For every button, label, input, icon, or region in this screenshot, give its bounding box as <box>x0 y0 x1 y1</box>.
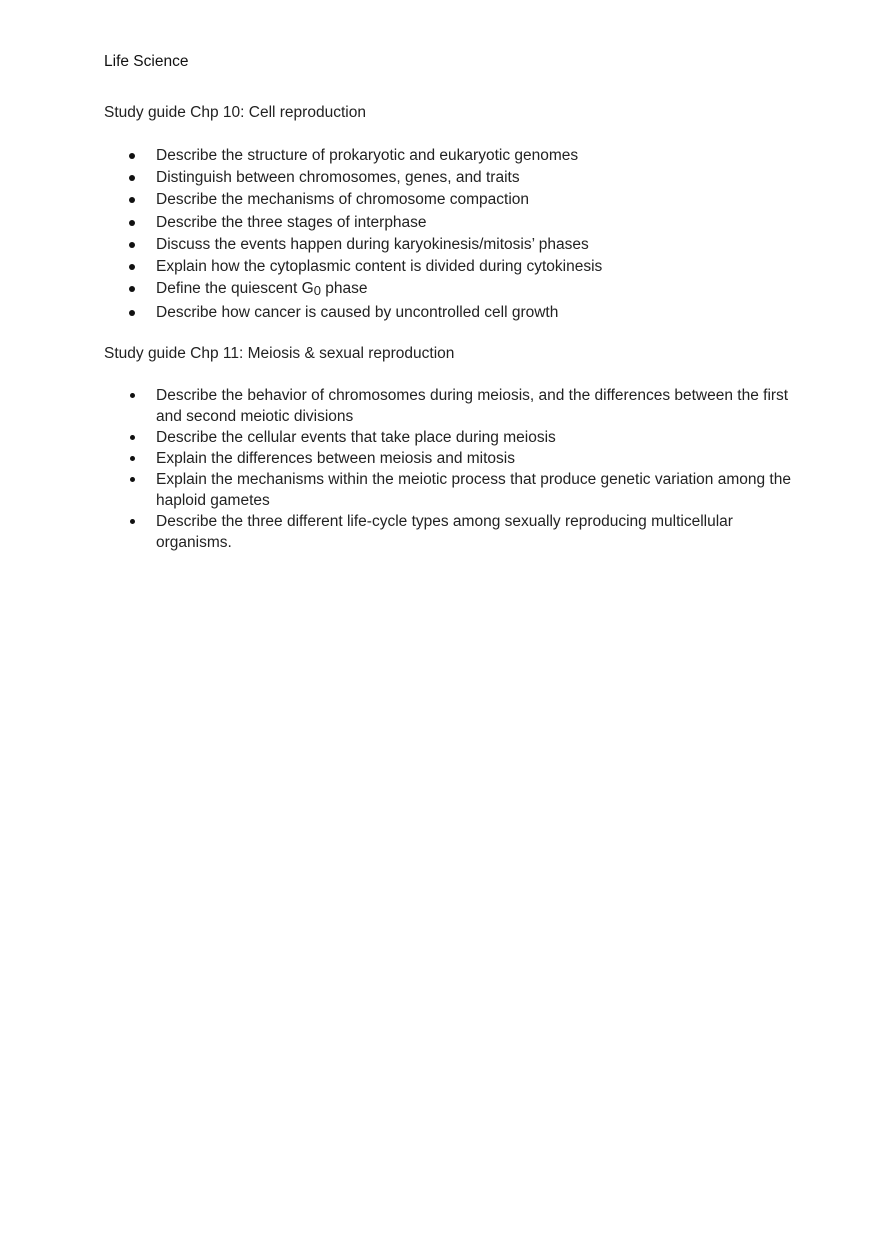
list-item-text: Explain the mechanisms within the meiotic process that produce genetic variation among the haploid gametes <box>156 471 791 509</box>
bullet-icon <box>130 477 135 482</box>
list-item <box>104 146 794 166</box>
chp10-objectives-list <box>104 146 794 325</box>
list-item-text: Describe the cellular events that take place during meiosis <box>156 429 556 446</box>
list-item-text <box>156 280 367 297</box>
list-item <box>104 213 794 233</box>
list-item <box>104 303 794 323</box>
bullet-icon <box>129 264 135 270</box>
list-item-text: Explain the differences between meiosis and mitosis <box>156 450 515 467</box>
section-heading-chp10: Study guide Chp 10: Cell reproduction <box>104 104 366 121</box>
g0-text-before: Define the quiescent G <box>156 280 314 298</box>
g0-text-after: phase <box>320 280 368 298</box>
list-item <box>104 469 794 511</box>
g0-subscript: 0 <box>313 283 321 299</box>
bullet-icon <box>129 220 135 226</box>
list-item-text: Describe the three different life-cycle types among sexually reproducing multicellular organisms. <box>156 513 733 551</box>
bullet-icon <box>129 286 135 292</box>
bullet-icon <box>130 456 135 461</box>
list-item <box>104 511 794 553</box>
bullet-icon <box>129 197 135 203</box>
chp11-objectives-list <box>104 385 794 553</box>
document-title: Life Science <box>104 53 189 70</box>
list-item <box>104 385 794 427</box>
bullet-icon <box>130 519 135 524</box>
list-item-text: Distinguish between chromosomes, genes, and traits <box>156 169 520 187</box>
list-item <box>104 448 794 469</box>
section-heading-chp11: Study guide Chp 11: Meiosis & sexual reproduction <box>104 345 455 362</box>
bullet-icon <box>129 242 135 248</box>
bullet-icon <box>129 310 135 316</box>
list-item <box>104 257 794 277</box>
list-item-text: Describe how cancer is caused by uncontrolled cell growth <box>156 304 559 322</box>
list-item-text: Discuss the events happen during karyokinesis/mitosis’ phases <box>156 235 589 253</box>
bullet-icon <box>129 175 135 181</box>
list-item <box>104 235 794 255</box>
list-item-text: Describe the three stages of interphase <box>156 213 427 231</box>
list-item-text: Explain how the cytoplasmic content is divided during cytokinesis <box>156 257 603 275</box>
list-item <box>104 168 794 188</box>
list-item-text: Describe the mechanisms of chromosome compaction <box>156 191 530 209</box>
list-item <box>104 279 794 299</box>
list-item <box>104 190 794 210</box>
bullet-icon <box>130 393 135 398</box>
list-item <box>104 427 794 448</box>
list-item-text: Describe the structure of prokaryotic and eukaryotic genomes <box>156 147 579 164</box>
list-item-text: Describe the behavior of chromosomes during meiosis, and the differences between the first and second meiotic divisions <box>156 387 789 425</box>
bullet-icon <box>129 153 135 159</box>
bullet-icon <box>130 435 135 440</box>
